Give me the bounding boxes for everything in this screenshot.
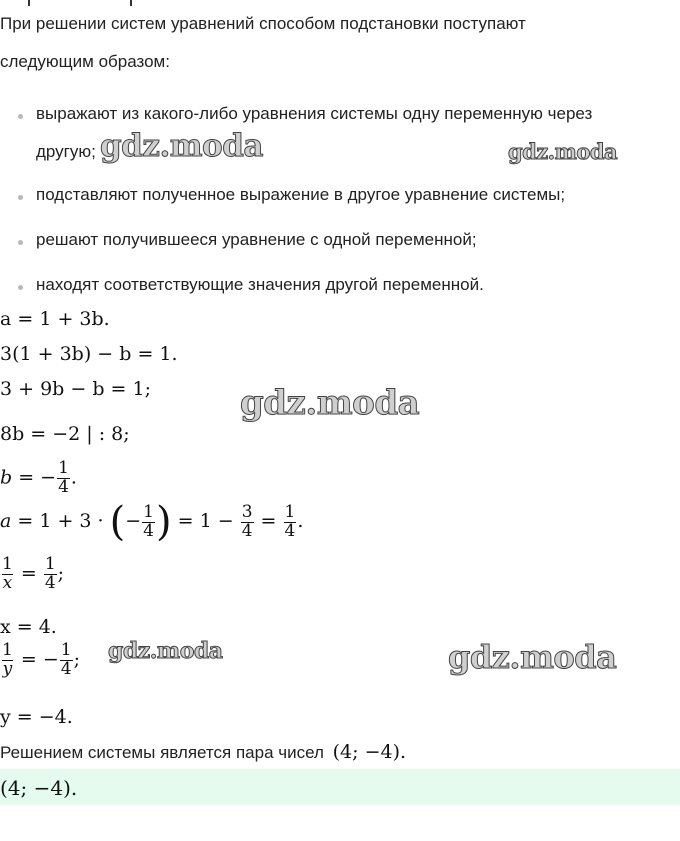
cropped-mark [130,0,132,6]
list-item-2: подставляют полученное выражение в другое уравнение системы; [36,185,566,204]
fraction: $\frac{1}{y}$ [2,640,13,679]
math-step-4: 8b = −2 | : 8; [0,423,130,445]
watermark: gdz.moda [100,128,263,164]
fraction: $\frac{1}{x}$ [2,554,13,593]
intro-line-2: следующим образом: [0,52,170,71]
math-step-7: $\frac{1}{x}$ = $\frac{1}{4}$ ; [2,554,65,593]
math-step-5: b = − $\frac{1}{4}$ . [0,458,77,497]
fraction: $\frac{1}{4}$ [60,640,72,679]
math-step-2: 3(1 + 3b) − b = 1. [0,343,178,365]
math-step-6: a = 1 + 3 · (− $\frac{1}{4}$ ) = 1 − $\frac{3}{4}$ = $\frac{1}{4}$ . [0,499,304,545]
math-step-9: $\frac{1}{y}$ = − $\frac{1}{4}$ ; [2,640,80,679]
fraction: $\frac{1}{4}$ [58,458,69,497]
math-step-10: y = −4. [0,706,73,728]
list-item-1-line-2: другую; [36,142,96,161]
watermark: gdz.moda [508,139,618,164]
list-item-3: решают получившееся уравнение с одной переменной; [36,230,477,249]
watermark: gdz.moda [108,638,223,664]
answer-box [0,769,680,805]
math-step-3: 3 + 9b − b = 1; [0,378,151,400]
watermark: gdz.moda [448,638,617,676]
conclusion-value: (4; −4). [332,741,407,763]
bullet-dot [18,195,23,200]
watermark: gdz.moda [240,383,420,423]
answer-value: (4; −4). [0,776,78,800]
math-step-1: a = 1 + 3b. [0,308,110,330]
list-item-1-line-1: выражают из какого-либо уравнения системы одну переменную через [36,104,593,123]
bullet-dot [18,114,23,119]
list-item-4: находят соответствующие значения другой переменной. [36,275,484,294]
fraction: $\frac{1}{4}$ [284,501,296,541]
conclusion-line [0,741,406,763]
fraction: $\frac{3}{4}$ [241,501,253,541]
intro-line-1: При решении систем уравнений способом подстановки поступают [0,14,526,33]
math-step-8: x = 4. [0,616,57,638]
conclusion-text: Решением системы является пара чисел [0,743,324,762]
fraction: $\frac{1}{4}$ [44,554,56,593]
bullet-dot [18,285,23,290]
cropped-mark [28,0,30,6]
bullet-dot [18,240,23,245]
fraction: $\frac{1}{4}$ [143,501,154,541]
